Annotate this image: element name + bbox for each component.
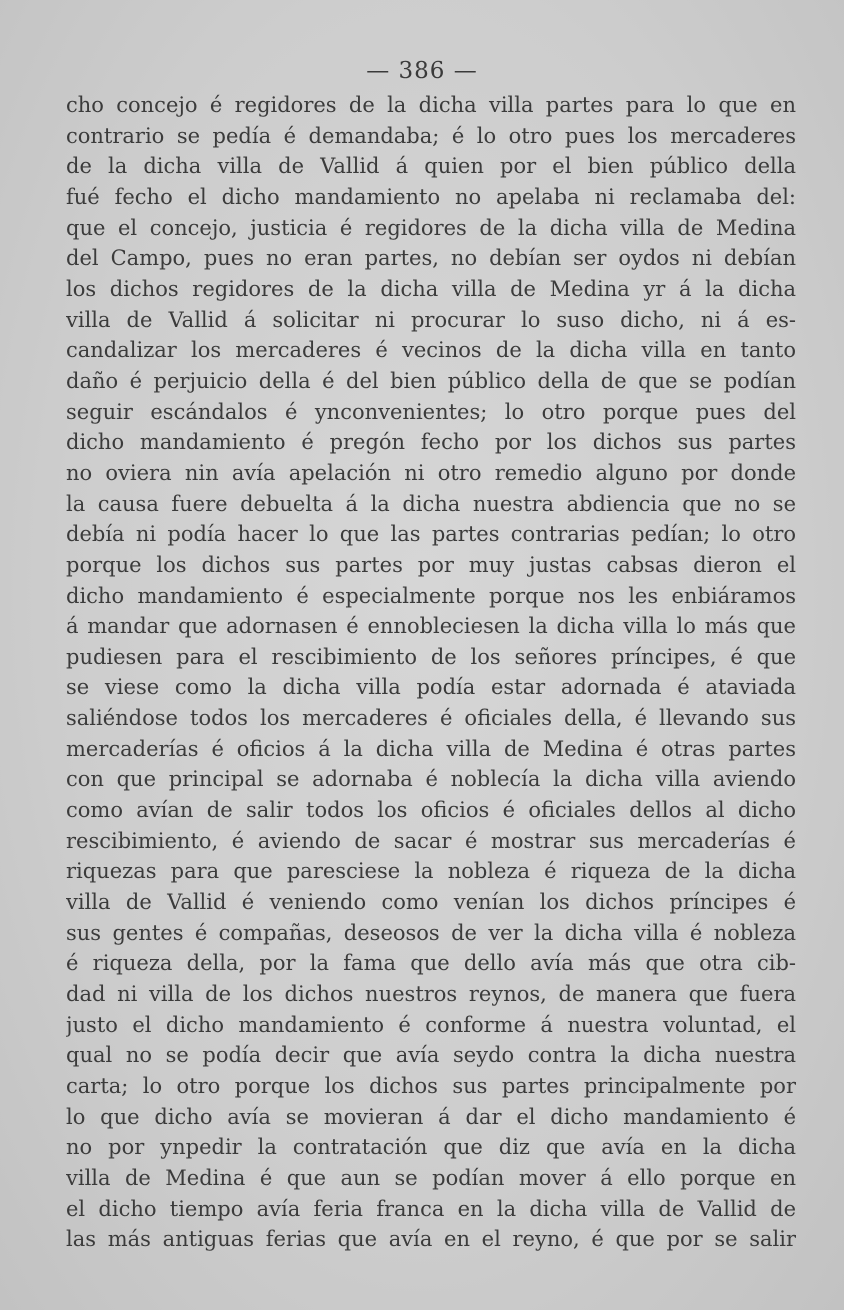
text-line: la causa fuere debuelta á la dicha nuestra abdiencia que no se [66, 491, 796, 516]
text-line: lo que dicho avía se movieran á dar el dicho mandamiento é [66, 1104, 796, 1129]
text-line: carta; lo otro porque los dichos sus partes principalmente por [66, 1074, 796, 1098]
text-line: pudiesen para el rescibimiento de los señores príncipes, é que [66, 644, 796, 669]
text-line: dicho mandamiento é especialmente porque nos les enbiáramos [66, 583, 796, 608]
text-line: no oviera nin avía apelación ni otro remedio alguno por donde [66, 460, 796, 485]
text-line: las más antiguas ferias que avía en el reyno, é que por se salir [66, 1227, 796, 1252]
text-line: villa de Vallid é veniendo como venían los dichos príncipes é [66, 890, 796, 915]
text-line: dicho mandamiento é pregón fecho por los dichos sus partes [66, 430, 796, 455]
text-line: mercaderías é oficios á la dicha villa de Medina é otras partes [66, 736, 796, 761]
text-line: como avían de salir todos los oficios é oficiales dellos al dicho [66, 798, 796, 823]
text-line: del Campo, pues no eran partes, no debían ser oydos ni debían [66, 246, 796, 271]
text-line: el dicho tiempo avía feria franca en la dicha villa de Vallid de [66, 1196, 796, 1221]
text-line: que el concejo, justicia é regidores de la dicha villa de Medina [66, 215, 796, 240]
text-line: porque los dichos sus partes por muy justas cabsas dieron el [66, 552, 796, 577]
page-number: — 386 — [366, 58, 478, 84]
text-line: riquezas para que paresciese la nobleza é riqueza de la dicha [66, 859, 796, 884]
text-line: contrario se pedía é demandaba; é lo otro pues los mercaderes [66, 123, 796, 148]
text-line: qual no se podía decir que avía seydo contra la dicha nuestra [66, 1043, 796, 1068]
text-line: candalizar los mercaderes é vecinos de la dicha villa en tanto [66, 338, 796, 363]
text-line: cho concejo é regidores de la dicha villa partes para lo que en [66, 93, 796, 117]
text-line: villa de Vallid á solicitar ni procurar lo suso dicho, ni á es- [66, 307, 796, 332]
body-text [66, 90, 796, 1255]
text-line: debía ni podía hacer lo que las partes contrarias pedían; lo otro [66, 522, 796, 547]
text-line: é riqueza della, por la fama que dello avía más que otra cib- [66, 951, 796, 976]
text-line: sus gentes é compañas, deseosos de ver la dicha villa é nobleza [66, 920, 796, 945]
text-line: rescibimiento, é aviendo de sacar é mostrar sus mercaderías é [66, 828, 796, 853]
text-line: á mandar que adornasen é ennobleciesen la dicha villa lo más que [66, 614, 796, 639]
text-line: de la dicha villa de Vallid á quien por el bien público della [66, 154, 796, 179]
text-line: los dichos regidores de la dicha villa de Medina yr á la dicha [66, 276, 796, 301]
text-line: con que principal se adornaba é noblecía la dicha villa aviendo [66, 767, 796, 792]
text-line: se viese como la dicha villa podía estar adornada é ataviada [66, 675, 796, 700]
text-line: fué fecho el dicho mandamiento no apelaba ni reclamaba del: [66, 184, 796, 209]
text-line: villa de Medina é que aun se podían mover á ello porque en [66, 1165, 796, 1190]
text-line: daño é perjuicio della é del bien público della de que se podían [66, 368, 796, 393]
text-line: no por ynpedir la contratación que diz que avía en la dicha [66, 1135, 796, 1160]
text-line: seguir escándalos é ynconvenientes; lo otro porque pues del [66, 399, 796, 424]
text-line: saliéndose todos los mercaderes é oficiales della, é llevando sus [66, 706, 796, 731]
text-line: dad ni villa de los dichos nuestros reynos, de manera que fuera [66, 982, 796, 1007]
text-line: justo el dicho mandamiento é conforme á nuestra voluntad, el [66, 1012, 796, 1037]
